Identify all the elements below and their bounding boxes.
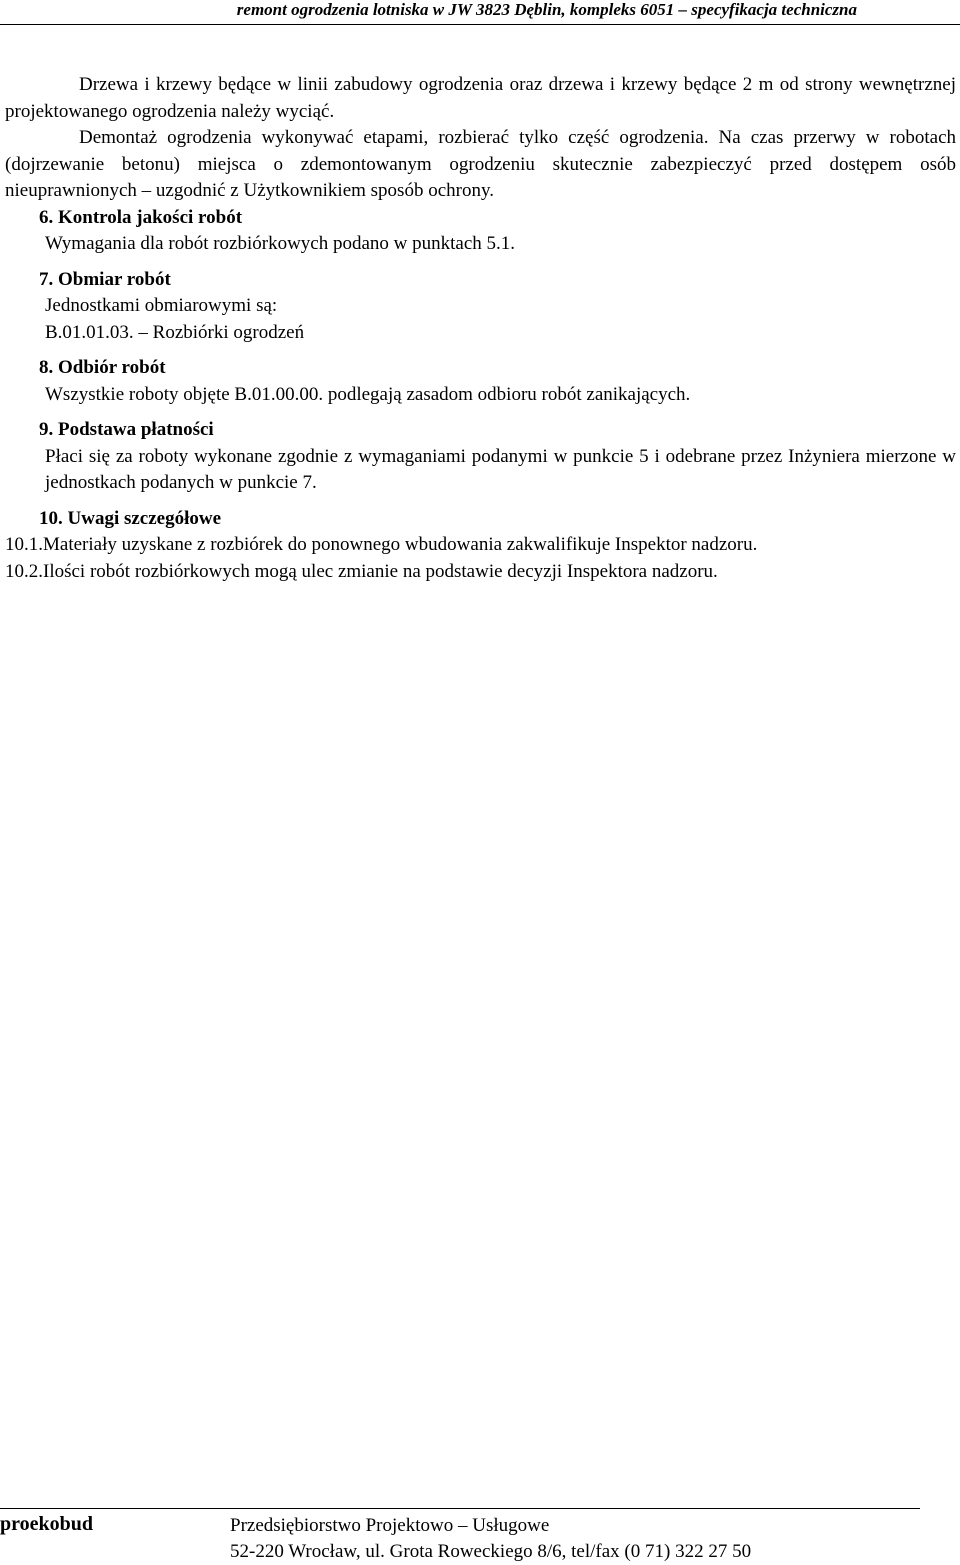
section-6-title: 6. Kontrola jakości robót: [39, 206, 243, 228]
section-9-title: 9. Podstawa płatności: [39, 419, 214, 440]
section-10-item-2: 10.2.Ilości robót rozbiórkowych mogą ulec zmianie na podstawie decyzji Inspektora nadzoru.: [5, 560, 718, 582]
footer-rule: [0, 1508, 920, 1509]
section-10-item-1: 10.1.Materiały uzyskane z rozbiórek do ponownego wbudowania zakwalifikuje Inspektor nadzoru.: [5, 534, 758, 555]
footer-company: Przedsiębiorstwo Projektowo – Usługowe: [230, 1515, 550, 1536]
footer-brand: proekobud: [0, 1513, 94, 1535]
section-8-title: 8. Odbiór robót: [39, 357, 166, 378]
section-7-item: B.01.01.03. – Rozbiórki ogrodzeń: [45, 321, 305, 343]
section-6-text: Wymagania dla robót rozbiórkowych podano w punktach 5.1.: [45, 233, 516, 254]
section-8-text: Wszystkie roboty objęte B.01.00.00. podlegają zasadom odbioru robót zanikających.: [45, 383, 691, 405]
footer-address: 52-220 Wrocław, ul. Grota Roweckiego 8/6, tel/fax (0 71) 322 27 50: [230, 1541, 752, 1562]
paragraph-trees: Drzewa i krzewy będące w linii zabudowy ogrodzenia oraz drzewa i krzewy będące 2 m od strony wewnętrznej projektowanego ogrodzenia należy wyciąć.: [5, 74, 956, 122]
running-header: remont ogrodzenia lotniska w JW 3823 Dęblin, kompleks 6051 – specyfikacja techniczna: [236, 0, 857, 19]
header-rule: [0, 24, 960, 25]
document-body: [5, 72, 956, 585]
section-10-title: 10. Uwagi szczegółowe: [39, 507, 222, 529]
paragraph-demolition: Demontaż ogrodzenia wykonywać etapami, rozbierać tylko część ogrodzenia. Na czas przerwy w robotach (dojrzewanie betonu) miejsca o zdemontowanym ogrodzeniu skutecznie zabezpieczyć przed dostępem osób nieuprawnionych – uzgodnić z Użytkownikiem sposób ochrony.: [5, 127, 956, 201]
section-7-text: Jednostkami obmiarowymi są:: [45, 295, 278, 316]
section-7-title: 7. Obmiar robót: [39, 268, 171, 290]
section-9-text: Płaci się za roboty wykonane zgodnie z wymaganiami podanymi w punkcie 5 i odebrane przez Inżyniera mierzone w jednostkach podanych w punkcie 7.: [45, 445, 956, 493]
